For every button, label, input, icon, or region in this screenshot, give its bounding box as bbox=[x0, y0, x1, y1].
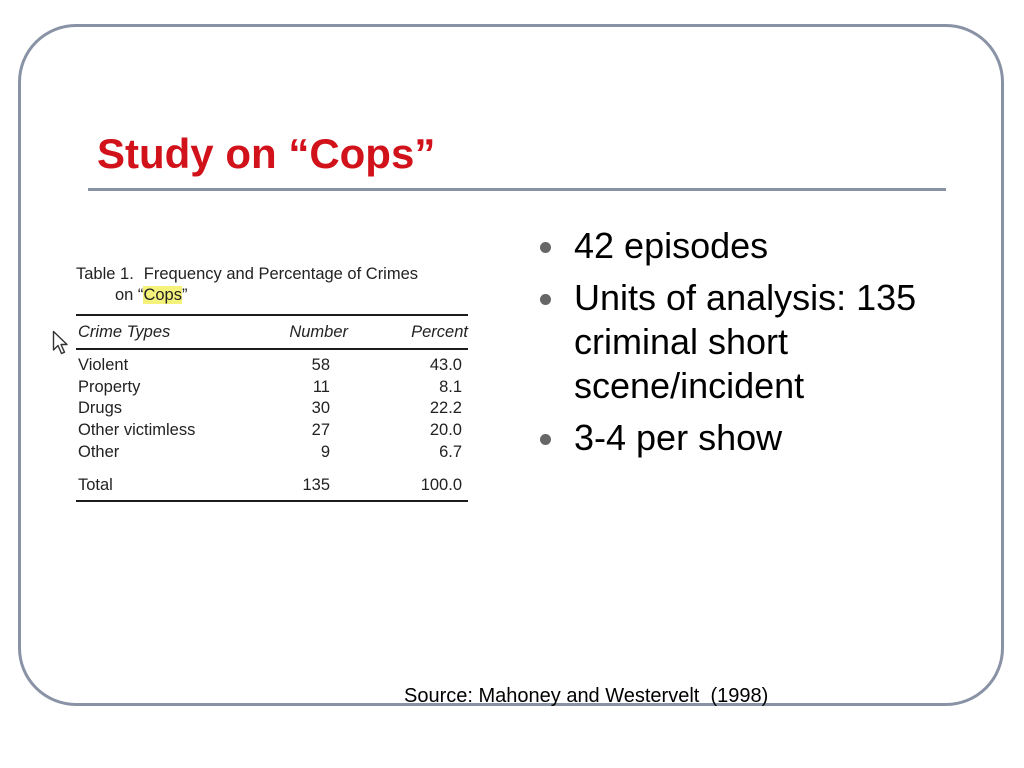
column-header-number: Number bbox=[289, 323, 348, 341]
cell-number: 27 bbox=[311, 421, 330, 439]
table-header-rule bbox=[76, 348, 468, 350]
table-row bbox=[78, 441, 468, 463]
table-figure bbox=[76, 264, 468, 510]
cell-percent: 43.0 bbox=[429, 356, 462, 374]
mouse-pointer-icon bbox=[52, 330, 70, 356]
table-header-row bbox=[78, 321, 468, 343]
bullet-item bbox=[540, 416, 980, 460]
bullet-dot-icon bbox=[540, 294, 551, 305]
table-top-rule bbox=[76, 314, 468, 316]
cell-crime-type: Other bbox=[78, 443, 120, 461]
cell-total-percent: 100.0 bbox=[420, 476, 462, 494]
source-citation: Source: Mahoney and Westervelt (1998) bbox=[404, 685, 769, 707]
bullet-text: Units of analysis: 135 criminal short scene/incident bbox=[574, 277, 917, 406]
cell-crime-type: Drugs bbox=[78, 399, 123, 417]
table-row bbox=[78, 354, 468, 376]
column-header-percent: Percent bbox=[411, 323, 468, 341]
table-caption-text: Frequency and Percentage of Crimes bbox=[143, 265, 419, 283]
cell-percent: 6.7 bbox=[439, 443, 462, 461]
column-header-crime-types: Crime Types bbox=[78, 323, 171, 341]
cell-total-label: Total bbox=[78, 476, 113, 494]
bullet-text: 42 episodes bbox=[574, 225, 769, 266]
table-total-row bbox=[78, 474, 468, 496]
cell-crime-type: Property bbox=[78, 378, 141, 396]
bullet-list bbox=[540, 224, 980, 468]
table-bottom-rule bbox=[76, 500, 468, 502]
table-caption-line2 bbox=[76, 285, 418, 306]
cell-number: 58 bbox=[311, 356, 330, 374]
slide-title: Study on “Cops” bbox=[97, 130, 436, 177]
cell-percent: 22.2 bbox=[429, 399, 462, 417]
cell-percent: 20.0 bbox=[429, 421, 462, 439]
bullet-dot-icon bbox=[540, 434, 551, 445]
bullet-item bbox=[540, 276, 980, 408]
bullet-text: 3-4 per show bbox=[574, 417, 783, 458]
bullet-item bbox=[540, 224, 980, 268]
title-divider bbox=[88, 188, 946, 191]
table-caption-prefix: on “ bbox=[115, 286, 144, 304]
cell-crime-type: Other victimless bbox=[78, 421, 196, 439]
cell-number: 9 bbox=[320, 443, 330, 461]
table-row bbox=[78, 397, 468, 419]
table-caption bbox=[76, 264, 418, 306]
table-caption-label: Table 1. bbox=[76, 265, 134, 283]
table-caption-suffix: ” bbox=[181, 286, 188, 304]
table-row bbox=[78, 376, 468, 398]
cell-number: 11 bbox=[312, 378, 330, 396]
cell-total-number: 135 bbox=[302, 476, 330, 494]
bullet-dot-icon bbox=[540, 242, 551, 253]
cell-number: 30 bbox=[311, 399, 330, 417]
cell-percent: 8.1 bbox=[439, 378, 462, 396]
highlighted-term: Cops bbox=[143, 286, 182, 304]
table-row bbox=[78, 419, 468, 441]
cell-crime-type: Violent bbox=[78, 356, 129, 374]
